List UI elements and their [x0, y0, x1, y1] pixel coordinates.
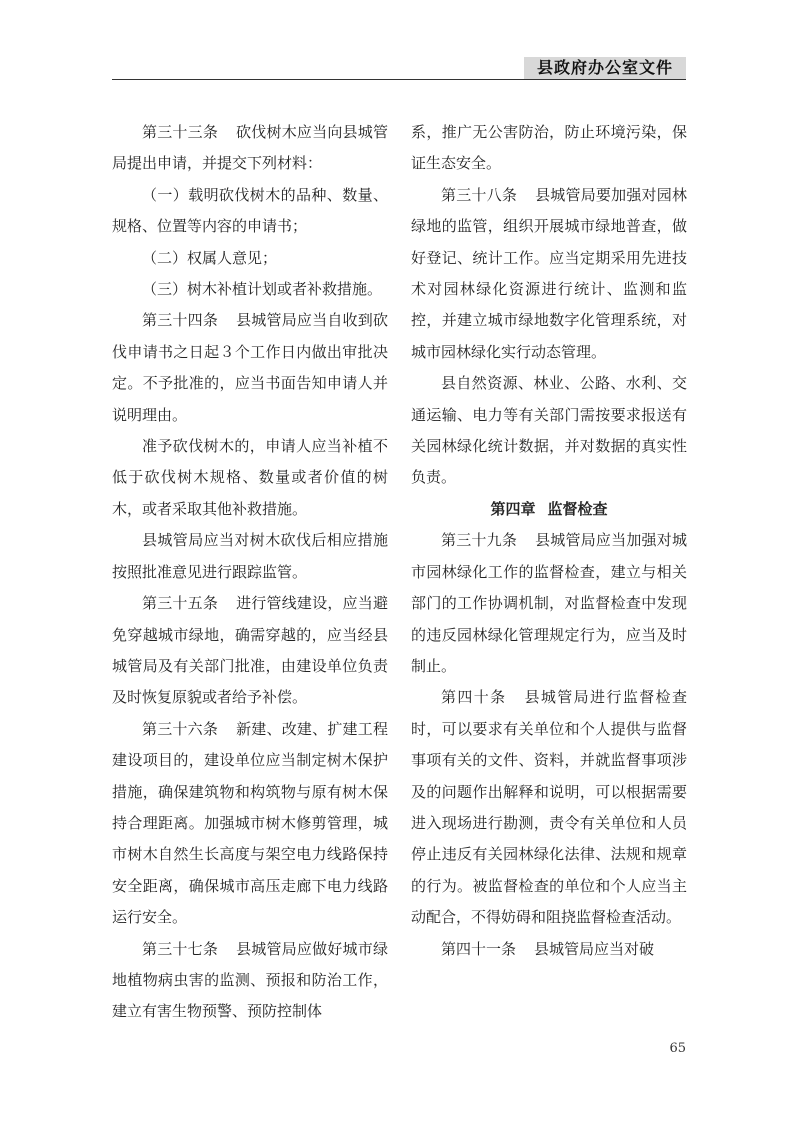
- header-title: 县政府办公室文件: [524, 57, 686, 79]
- article-number: 第四十一条: [441, 939, 517, 958]
- paragraph-text: 县城管局应当自收到砍伐申请书之日起３个工作日内做出审批决定。不予批准的，应当书面告知申请人并说明理由。: [112, 311, 388, 424]
- paragraph: [411, 117, 687, 180]
- paragraph: [411, 368, 687, 494]
- paragraph: [112, 431, 388, 525]
- paragraph-text: 县城管局要加强对园林绿地的监管，组织开展城市绿地普查，做好登记、统计工作。应当定期采用先进技术对园林绿化资源进行统计、监测和监控，并建立城市绿地数字化管理系统，对城市园林绿化实行动态管理。: [411, 185, 687, 361]
- left-column: [112, 117, 388, 1028]
- paragraph: [112, 117, 388, 180]
- paragraph-text: 县自然资源、林业、公路、水利、交通运输、电力等有关部门需按要求报送有关园林绿化统计数据，并对数据的真实性负责。: [411, 374, 687, 487]
- article-number: 第三十四条: [142, 311, 219, 330]
- paragraph: [411, 180, 687, 368]
- paragraph: [411, 934, 687, 965]
- paragraph-text: 准予砍伐树木的，申请人应当补植不低于砍伐树木规格、数量或者价值的树木，或者采取其他补救措施。: [112, 437, 388, 518]
- page-number: 65: [669, 1041, 686, 1056]
- paragraph: [411, 525, 687, 682]
- paragraph: [112, 934, 388, 1028]
- paragraph: [112, 305, 388, 431]
- article-number: 第三十六条: [142, 719, 219, 738]
- paragraph-text: （二）权属人意见；: [142, 248, 278, 267]
- paragraph-text: 县城管局应当对树木砍伐后相应措施按照批准意见进行跟踪监管。: [112, 531, 388, 581]
- right-column: [411, 117, 687, 965]
- right-column-before-chapter: [411, 117, 687, 494]
- article-number: 第三十三条: [142, 123, 219, 141]
- paragraph-text: 系，推广无公害防治，防止环境污染，保证生态安全。: [411, 123, 687, 173]
- article-number: 第四十条: [441, 688, 507, 707]
- chapter-number: 第四章: [490, 499, 536, 518]
- chapter-heading: [411, 494, 687, 525]
- paragraph: [112, 525, 388, 588]
- right-column-after-chapter: [411, 525, 687, 965]
- paragraph: [112, 588, 388, 714]
- paragraph-text: 县城管局进行监督检查时，可以要求有关单位和个人提供与监督事项有关的文件、资料，并就监督事项涉及的问题作出解释和说明，可以根据需要进入现场进行勘测，责令有关单位和人员停止违反有关园林绿化法律、法规和规章的行为。被监督检查的单位和个人应当主动配合，不得妨碍和阻挠监督检查活动。: [411, 688, 687, 927]
- header-rule: [112, 79, 686, 80]
- article-number: 第三十九条: [441, 531, 518, 550]
- paragraph: [112, 714, 388, 934]
- paragraph-text: 县城管局应当加强对城市园林绿化工作的监督检查，建立与相关部门的工作协调机制，对监督检查中发现的违反园林绿化管理规定行为，应当及时制止。: [411, 531, 687, 675]
- paragraph: [112, 274, 388, 305]
- article-number: 第三十七条: [142, 939, 219, 958]
- paragraph-text: 砍伐树木应当向县城管局提出申请，并提交下列材料：: [112, 123, 388, 173]
- paragraph: [112, 243, 388, 274]
- paragraph-text: （三）树木补植计划或者补救措施。: [142, 280, 383, 299]
- paragraph-text: 进行管线建设，应当避免穿越城市绿地，确需穿越的，应当经县城管局及有关部门批准，由建设单位负责及时恢复原貌或者给予补偿。: [112, 594, 388, 707]
- article-number: 第三十八条: [441, 185, 518, 204]
- paragraph-text: （一）载明砍伐树木的品种、数量、规格、位置等内容的申请书；: [112, 185, 388, 236]
- paragraph-text: 县城管局应当对破: [534, 939, 655, 958]
- paragraph: [411, 682, 687, 933]
- paragraph-text: 新建、改建、扩建工程建设项目的，建设单位应当制定树木保护措施，确保建筑物和构筑物与原有树木保持合理距离。加强城市树木修剪管理，城市树木自然生长高度与架空电力线路保持安全距离，确保城市高压走廊下电力线路运行安全。: [112, 719, 388, 927]
- article-number: 第三十五条: [142, 594, 219, 613]
- chapter-title: 监督检查: [547, 499, 608, 518]
- paragraph-text: 县城管局应做好城市绿地植物病虫害的监测、预报和防治工作，建立有害生物预警、预防控制体: [112, 939, 388, 1021]
- paragraph: [112, 180, 388, 243]
